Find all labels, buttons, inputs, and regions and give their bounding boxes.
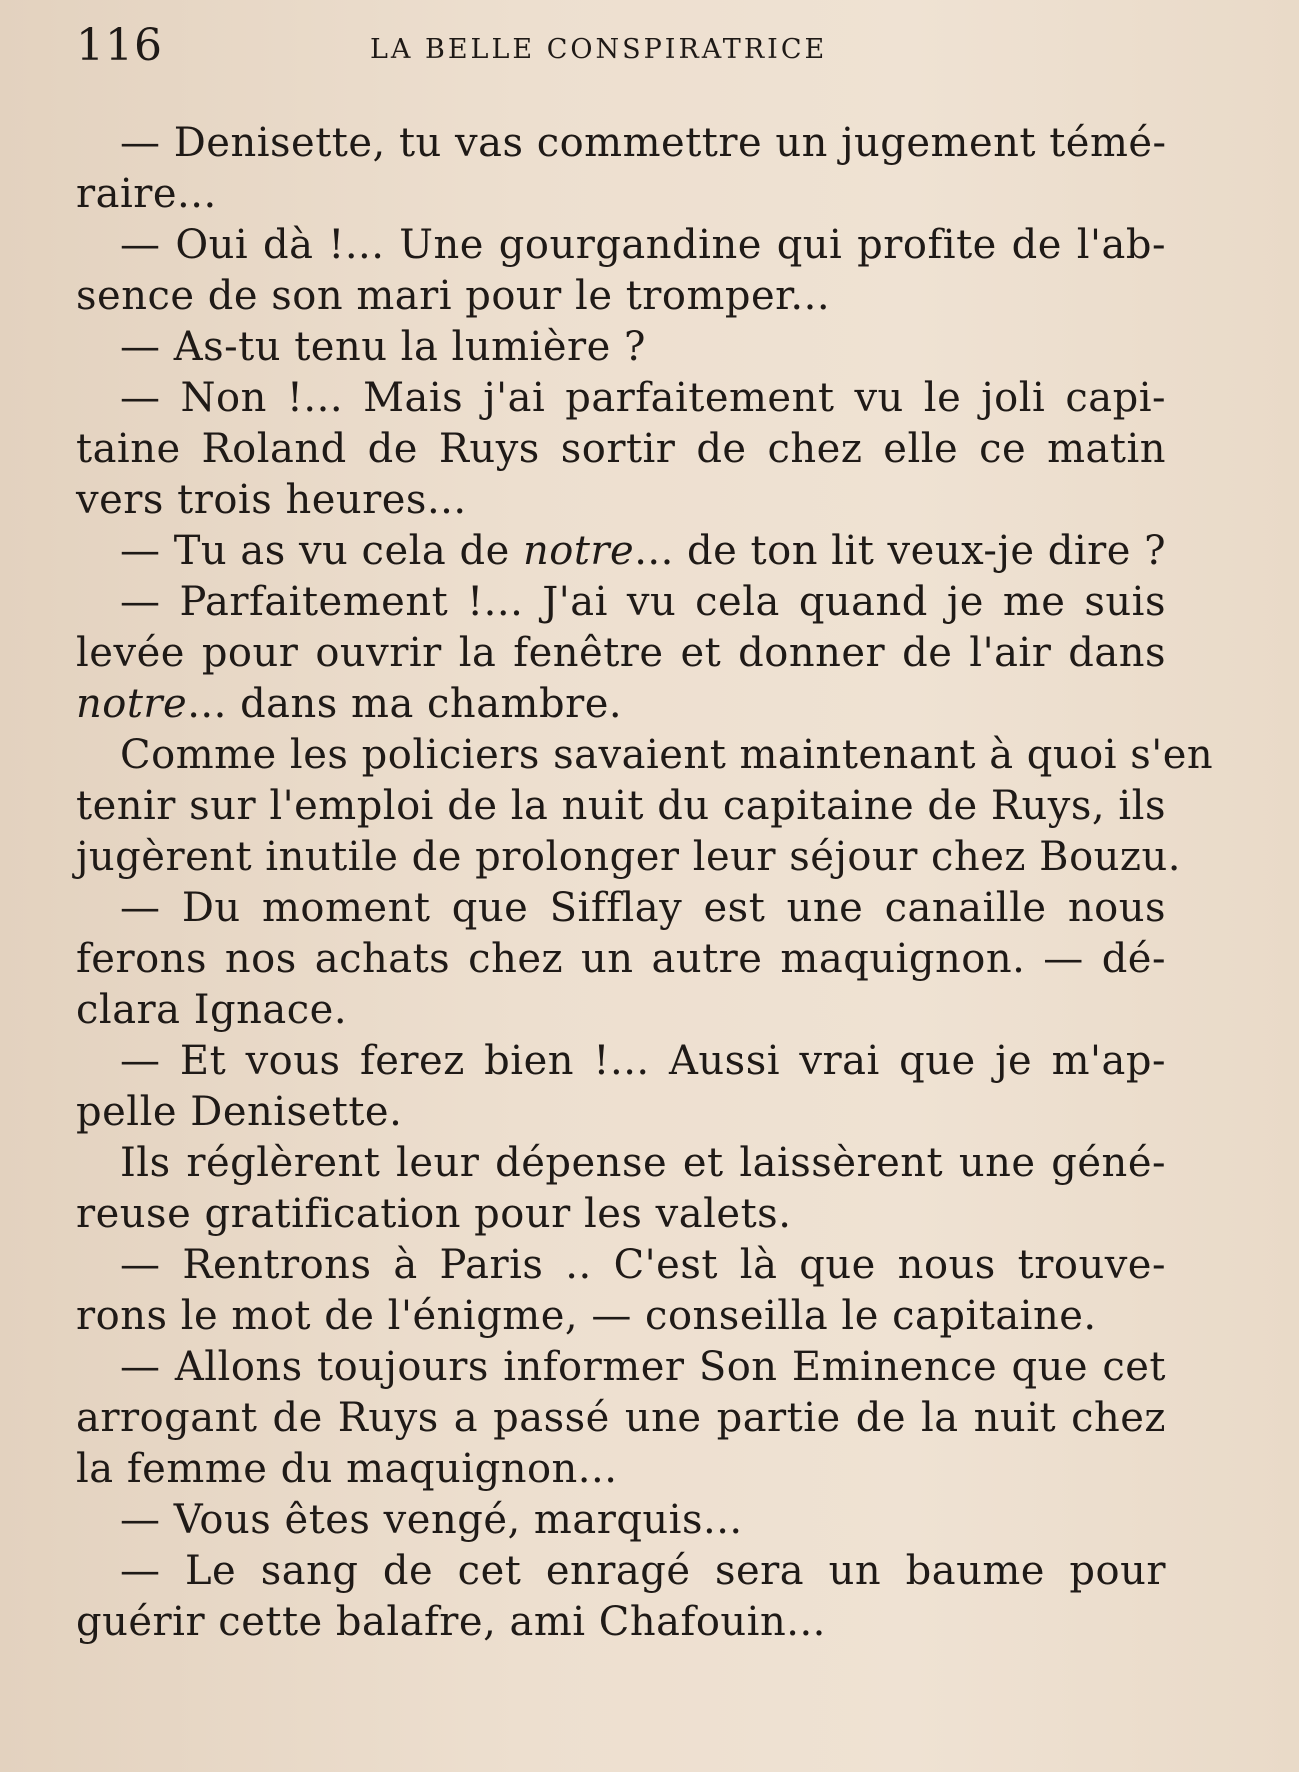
- line-text: clara Ignace.: [76, 987, 348, 1033]
- text-line: [76, 1036, 1166, 1087]
- text-line: [76, 1138, 1166, 1189]
- text-line: [76, 322, 1166, 373]
- line-text: — Oui dà !... Une gourgandine qui profite de l'ab-: [120, 222, 1166, 268]
- line-text: raire...: [76, 171, 217, 217]
- text-line: [76, 1444, 1166, 1495]
- text-line: [76, 475, 1166, 526]
- line-text: Ils réglèrent leur dépense et laissèrent une géné-: [120, 1140, 1166, 1186]
- text-line: [76, 679, 1166, 730]
- line-text: — Denisette, tu vas commettre un jugement témé-: [120, 120, 1167, 166]
- text-line: [76, 1393, 1166, 1444]
- text-line: [76, 1546, 1166, 1597]
- text-line: [76, 1189, 1166, 1240]
- line-text: — Tu as vu cela de: [120, 528, 523, 574]
- line-text: vers trois heures...: [76, 477, 467, 523]
- line-text: jugèrent inutile de prolonger leur séjour chez Bouzu.: [76, 834, 1181, 880]
- body-text: [76, 118, 1214, 1648]
- line-text: sence de son mari pour le tromper...: [76, 273, 831, 319]
- italic-word: notre: [76, 681, 188, 727]
- text-line: [76, 271, 1166, 322]
- text-line: [76, 730, 1214, 781]
- line-text: ferons nos achats chez un autre maquignon. — dé-: [76, 936, 1166, 982]
- line-text: ... dans ma chambre.: [187, 681, 623, 727]
- line-text: tenir sur l'emploi de la nuit du capitaine de Ruys, ils: [76, 783, 1166, 829]
- text-line: [76, 526, 1166, 577]
- text-line: [76, 781, 1166, 832]
- text-line: [76, 1087, 1166, 1138]
- text-line: [76, 883, 1166, 934]
- line-text: — Non !... Mais j'ai parfaitement vu le joli capi-: [120, 375, 1166, 421]
- line-text: arrogant de Ruys a passé une partie de la nuit chez: [76, 1395, 1166, 1441]
- text-line: [76, 577, 1166, 628]
- text-line: [76, 424, 1166, 475]
- text-line: [76, 985, 1166, 1036]
- line-text: taine Roland de Ruys sortir de chez elle ce matin: [76, 426, 1166, 472]
- text-line: [76, 628, 1166, 679]
- text-line: [76, 832, 1181, 883]
- line-text: — Rentrons à Paris .. C'est là que nous trouve-: [120, 1242, 1166, 1288]
- line-text: Comme les policiers savaient maintenant à quoi s'en: [120, 732, 1214, 778]
- text-line: [76, 1495, 1166, 1546]
- text-line: [76, 934, 1166, 985]
- line-text: — Le sang de cet enragé sera un baume pour: [120, 1548, 1166, 1594]
- text-line: [76, 1291, 1166, 1342]
- text-line: [76, 118, 1166, 169]
- text-line: [76, 169, 1166, 220]
- line-text: — As-tu tenu la lumière ?: [120, 324, 646, 370]
- line-text: — Vous êtes vengé, marquis...: [120, 1497, 743, 1543]
- page-number: 116: [76, 20, 163, 71]
- line-text: — Du moment que Sifflay est une canaille nous: [120, 885, 1166, 931]
- line-text: guérir cette balafre, ami Chafouin...: [76, 1599, 826, 1645]
- line-text: rons le mot de l'énigme, — conseilla le capitaine.: [76, 1293, 1097, 1339]
- text-line: [76, 1240, 1166, 1291]
- line-text: pelle Denisette.: [76, 1089, 403, 1135]
- text-line: [76, 1597, 1166, 1648]
- line-text: la femme du maquignon...: [76, 1446, 618, 1492]
- line-text: — Et vous ferez bien !... Aussi vrai que je m'ap-: [120, 1038, 1166, 1084]
- running-title: LA BELLE CONSPIRATRICE: [370, 34, 828, 65]
- line-text: — Allons toujours informer Son Eminence que cet: [120, 1344, 1166, 1390]
- line-text: reuse gratification pour les valets.: [76, 1191, 792, 1237]
- line-text: levée pour ouvrir la fenêtre et donner de l'air dans: [76, 630, 1166, 676]
- italic-word: notre: [522, 528, 635, 574]
- line-text: — Parfaitement !... J'ai vu cela quand je me suis: [120, 579, 1166, 625]
- text-line: [76, 1342, 1166, 1393]
- line-text: ... de ton lit veux-je dire ?: [634, 528, 1167, 574]
- text-line: [76, 220, 1166, 271]
- text-line: [76, 373, 1166, 424]
